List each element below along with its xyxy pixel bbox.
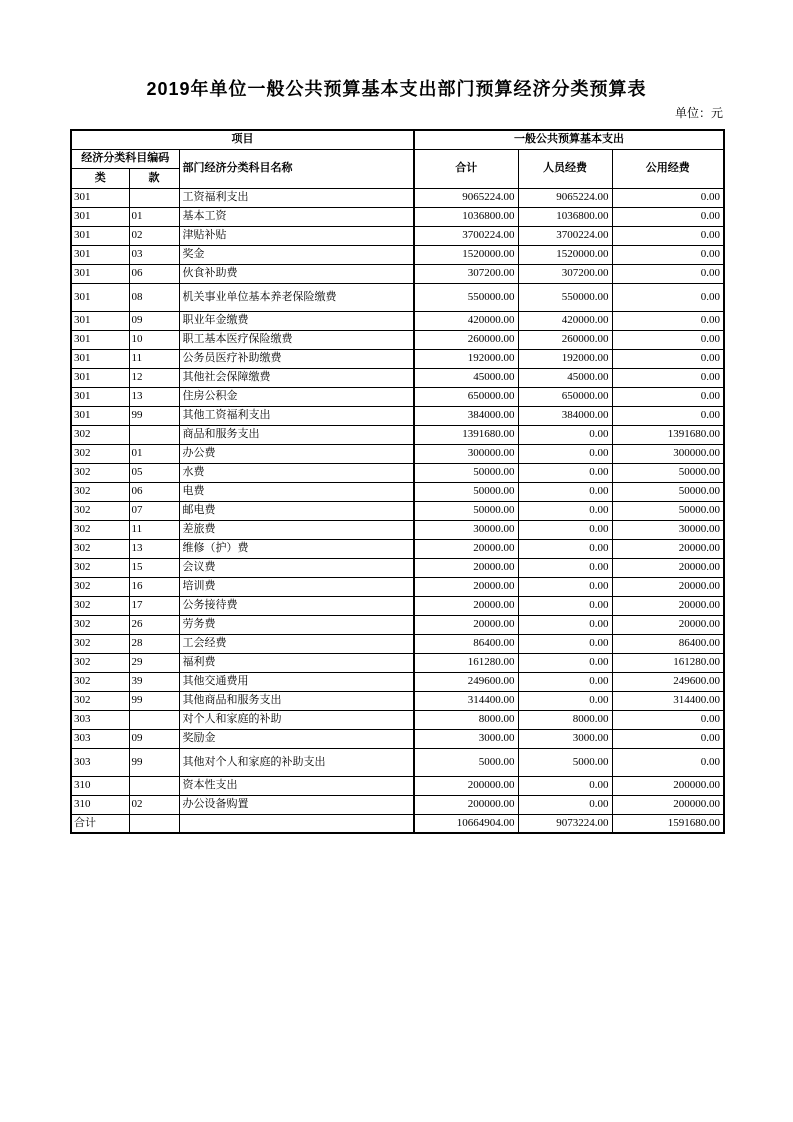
cell-personnel-funds: 260000.00 [518,330,612,349]
cell-total: 3700224.00 [414,226,518,245]
cell-item-code: 15 [129,558,179,577]
cell-class-code: 310 [71,795,129,814]
cell-total: 8000.00 [414,710,518,729]
cell-item-code: 05 [129,463,179,482]
cell-personnel-funds: 3700224.00 [518,226,612,245]
cell-public-funds: 200000.00 [612,776,724,795]
header-row-columns [71,149,724,168]
table-row [71,226,724,245]
cell-public-funds: 0.00 [612,710,724,729]
cell-total: 50000.00 [414,463,518,482]
cell-total: 1036800.00 [414,207,518,226]
cell-class-code: 303 [71,729,129,748]
cell-public-funds: 50000.00 [612,463,724,482]
cell-class-code: 301 [71,207,129,226]
header-row-groups [71,130,724,149]
cell-class-code: 302 [71,672,129,691]
cell-personnel-funds: 5000.00 [518,748,612,776]
cell-public-funds: 86400.00 [612,634,724,653]
table-row [71,264,724,283]
table-row [71,188,724,207]
cell-item-code: 02 [129,226,179,245]
cell-item-code [129,814,179,833]
cell-item-code [129,710,179,729]
cell-subject-name: 邮电费 [179,501,414,520]
table-row [71,814,724,833]
cell-personnel-funds: 0.00 [518,672,612,691]
cell-personnel-funds: 0.00 [518,615,612,634]
cell-class-code: 301 [71,406,129,425]
header-code-group: 经济分类科目编码 [71,149,179,168]
cell-public-funds: 1591680.00 [612,814,724,833]
cell-subject-name: 公务接待费 [179,596,414,615]
cell-subject-name: 电费 [179,482,414,501]
cell-public-funds: 20000.00 [612,577,724,596]
cell-class-code: 302 [71,539,129,558]
cell-class-code: 302 [71,691,129,710]
cell-subject-name: 工会经费 [179,634,414,653]
cell-personnel-funds: 3000.00 [518,729,612,748]
cell-public-funds: 30000.00 [612,520,724,539]
cell-subject-name: 基本工资 [179,207,414,226]
table-row [71,482,724,501]
cell-public-funds: 0.00 [612,729,724,748]
cell-personnel-funds: 0.00 [518,634,612,653]
cell-subject-name: 伙食补助费 [179,264,414,283]
table-row [71,710,724,729]
cell-public-funds: 0.00 [612,283,724,311]
cell-subject-name: 其他工资福利支出 [179,406,414,425]
table-row [71,748,724,776]
cell-item-code: 06 [129,482,179,501]
cell-public-funds: 0.00 [612,311,724,330]
cell-class-code: 302 [71,482,129,501]
cell-total: 550000.00 [414,283,518,311]
table-row [71,795,724,814]
cell-subject-name: 其他商品和服务支出 [179,691,414,710]
cell-class-code: 301 [71,330,129,349]
cell-item-code: 07 [129,501,179,520]
budget-table [70,129,725,834]
unit-label: 单位：元 [674,106,723,120]
cell-public-funds: 1391680.00 [612,425,724,444]
cell-subject-name: 其他交通费用 [179,672,414,691]
table-row [71,653,724,672]
cell-personnel-funds: 0.00 [518,520,612,539]
table-row [71,776,724,795]
cell-item-code: 09 [129,311,179,330]
table-row [71,672,724,691]
cell-total: 30000.00 [414,520,518,539]
table-row [71,368,724,387]
table-row [71,387,724,406]
cell-item-code: 10 [129,330,179,349]
cell-class-code: 302 [71,634,129,653]
cell-total: 650000.00 [414,387,518,406]
cell-subject-name: 工资福利支出 [179,188,414,207]
table-row [71,501,724,520]
cell-item-code: 02 [129,795,179,814]
cell-public-funds: 20000.00 [612,596,724,615]
table-row [71,634,724,653]
cell-class-code: 301 [71,188,129,207]
cell-item-code: 99 [129,691,179,710]
cell-total: 192000.00 [414,349,518,368]
cell-item-code: 11 [129,349,179,368]
header-item-code: 款 [129,168,179,188]
cell-item-code: 03 [129,245,179,264]
cell-item-code: 13 [129,387,179,406]
cell-subject-name: 资本性支出 [179,776,414,795]
cell-subject-name: 对个人和家庭的补助 [179,710,414,729]
cell-total: 384000.00 [414,406,518,425]
cell-item-code: 99 [129,406,179,425]
cell-public-funds: 20000.00 [612,558,724,577]
cell-public-funds: 50000.00 [612,501,724,520]
table-row [71,615,724,634]
cell-subject-name: 机关事业单位基本养老保险缴费 [179,283,414,311]
cell-public-funds: 300000.00 [612,444,724,463]
header-budget-group: 一般公共预算基本支出 [414,130,724,149]
table-row [71,425,724,444]
cell-total: 5000.00 [414,748,518,776]
header-personnel-column: 人员经费 [518,149,612,188]
header-project-group: 项目 [71,130,414,149]
cell-class-code: 310 [71,776,129,795]
cell-public-funds: 0.00 [612,264,724,283]
cell-subject-name: 会议费 [179,558,414,577]
cell-class-code: 302 [71,520,129,539]
cell-total: 86400.00 [414,634,518,653]
cell-personnel-funds: 0.00 [518,501,612,520]
cell-class-code: 302 [71,558,129,577]
table-row [71,596,724,615]
cell-personnel-funds: 1036800.00 [518,207,612,226]
cell-class-code: 301 [71,264,129,283]
cell-total: 200000.00 [414,776,518,795]
cell-personnel-funds: 0.00 [518,482,612,501]
cell-personnel-funds: 0.00 [518,596,612,615]
cell-subject-name: 奖励金 [179,729,414,748]
cell-personnel-funds: 192000.00 [518,349,612,368]
cell-class-code: 302 [71,501,129,520]
cell-public-funds: 20000.00 [612,615,724,634]
table-row [71,539,724,558]
cell-class-code: 合计 [71,814,129,833]
cell-total: 161280.00 [414,653,518,672]
cell-class-code: 301 [71,387,129,406]
cell-personnel-funds: 0.00 [518,691,612,710]
cell-personnel-funds: 1520000.00 [518,245,612,264]
cell-personnel-funds: 384000.00 [518,406,612,425]
table-body [71,188,724,833]
table-row [71,729,724,748]
table-row [71,558,724,577]
cell-subject-name: 维修（护）费 [179,539,414,558]
cell-class-code: 302 [71,444,129,463]
cell-total: 420000.00 [414,311,518,330]
cell-personnel-funds: 650000.00 [518,387,612,406]
table-row [71,463,724,482]
cell-total: 20000.00 [414,558,518,577]
cell-subject-name: 商品和服务支出 [179,425,414,444]
cell-item-code: 13 [129,539,179,558]
cell-personnel-funds: 550000.00 [518,283,612,311]
cell-public-funds: 161280.00 [612,653,724,672]
cell-subject-name: 办公设备购置 [179,795,414,814]
cell-personnel-funds: 0.00 [518,795,612,814]
cell-item-code: 01 [129,207,179,226]
cell-total: 20000.00 [414,539,518,558]
cell-class-code: 302 [71,577,129,596]
cell-item-code: 16 [129,577,179,596]
cell-subject-name: 差旅费 [179,520,414,539]
cell-total: 249600.00 [414,672,518,691]
cell-total: 45000.00 [414,368,518,387]
cell-subject-name: 住房公积金 [179,387,414,406]
cell-personnel-funds: 0.00 [518,776,612,795]
cell-public-funds: 0.00 [612,349,724,368]
cell-personnel-funds: 307200.00 [518,264,612,283]
cell-item-code: 06 [129,264,179,283]
cell-total: 1520000.00 [414,245,518,264]
cell-total: 50000.00 [414,501,518,520]
table-row [71,311,724,330]
cell-subject-name: 职业年金缴费 [179,311,414,330]
cell-public-funds: 0.00 [612,387,724,406]
table-header [71,130,724,188]
header-subject-name: 部门经济分类科目名称 [179,149,414,188]
table-row [71,207,724,226]
cell-total: 20000.00 [414,615,518,634]
cell-class-code: 301 [71,349,129,368]
table-row [71,406,724,425]
table-row [71,444,724,463]
cell-class-code: 301 [71,245,129,264]
cell-personnel-funds: 9065224.00 [518,188,612,207]
cell-subject-name: 其他社会保障缴费 [179,368,414,387]
table-row [71,283,724,311]
table-row [71,330,724,349]
cell-total: 20000.00 [414,596,518,615]
cell-item-code: 01 [129,444,179,463]
cell-class-code: 302 [71,463,129,482]
cell-item-code: 12 [129,368,179,387]
cell-total: 307200.00 [414,264,518,283]
cell-personnel-funds: 8000.00 [518,710,612,729]
cell-public-funds: 20000.00 [612,539,724,558]
cell-item-code: 99 [129,748,179,776]
table-row [71,520,724,539]
cell-subject-name: 水费 [179,463,414,482]
cell-class-code: 302 [71,596,129,615]
page-title: 2019年单位一般公共预算基本支出部门预算经济分类预算表 [146,79,647,99]
cell-total: 300000.00 [414,444,518,463]
cell-subject-name: 职工基本医疗保险缴费 [179,330,414,349]
cell-item-code [129,425,179,444]
cell-total: 260000.00 [414,330,518,349]
cell-public-funds: 0.00 [612,226,724,245]
cell-item-code: 11 [129,520,179,539]
cell-personnel-funds: 0.00 [518,463,612,482]
cell-subject-name: 公务员医疗补助缴费 [179,349,414,368]
cell-subject-name: 其他对个人和家庭的补助支出 [179,748,414,776]
cell-item-code: 28 [129,634,179,653]
table-row [71,691,724,710]
cell-class-code: 302 [71,653,129,672]
cell-item-code [129,188,179,207]
cell-class-code: 303 [71,710,129,729]
cell-personnel-funds: 420000.00 [518,311,612,330]
cell-class-code: 301 [71,368,129,387]
cell-total: 3000.00 [414,729,518,748]
cell-personnel-funds: 0.00 [518,577,612,596]
cell-subject-name: 津贴补贴 [179,226,414,245]
cell-subject-name: 办公费 [179,444,414,463]
header-class-code: 类 [71,168,129,188]
cell-public-funds: 0.00 [612,330,724,349]
cell-item-code [129,776,179,795]
cell-item-code: 26 [129,615,179,634]
cell-public-funds: 314400.00 [612,691,724,710]
cell-public-funds: 50000.00 [612,482,724,501]
cell-public-funds: 200000.00 [612,795,724,814]
cell-item-code: 17 [129,596,179,615]
cell-public-funds: 0.00 [612,207,724,226]
cell-total: 50000.00 [414,482,518,501]
cell-subject-name [179,814,414,833]
cell-item-code: 29 [129,653,179,672]
cell-class-code: 302 [71,615,129,634]
cell-subject-name: 培训费 [179,577,414,596]
header-total-column: 合计 [414,149,518,188]
cell-total: 200000.00 [414,795,518,814]
cell-subject-name: 劳务费 [179,615,414,634]
cell-public-funds: 0.00 [612,245,724,264]
cell-total: 9065224.00 [414,188,518,207]
cell-personnel-funds: 0.00 [518,539,612,558]
cell-total: 314400.00 [414,691,518,710]
cell-class-code: 302 [71,425,129,444]
header-public-column: 公用经费 [612,149,724,188]
cell-personnel-funds: 9073224.00 [518,814,612,833]
cell-personnel-funds: 45000.00 [518,368,612,387]
cell-personnel-funds: 0.00 [518,558,612,577]
cell-class-code: 301 [71,311,129,330]
cell-total: 10664904.00 [414,814,518,833]
cell-public-funds: 249600.00 [612,672,724,691]
cell-public-funds: 0.00 [612,748,724,776]
cell-public-funds: 0.00 [612,406,724,425]
cell-subject-name: 奖金 [179,245,414,264]
cell-total: 1391680.00 [414,425,518,444]
table-row [71,245,724,264]
cell-subject-name: 福利费 [179,653,414,672]
cell-personnel-funds: 0.00 [518,653,612,672]
cell-class-code: 301 [71,283,129,311]
cell-personnel-funds: 0.00 [518,425,612,444]
cell-public-funds: 0.00 [612,188,724,207]
cell-total: 20000.00 [414,577,518,596]
table-row [71,577,724,596]
cell-class-code: 303 [71,748,129,776]
cell-personnel-funds: 0.00 [518,444,612,463]
cell-item-code: 08 [129,283,179,311]
table-row [71,349,724,368]
cell-class-code: 301 [71,226,129,245]
cell-public-funds: 0.00 [612,368,724,387]
cell-item-code: 39 [129,672,179,691]
cell-item-code: 09 [129,729,179,748]
